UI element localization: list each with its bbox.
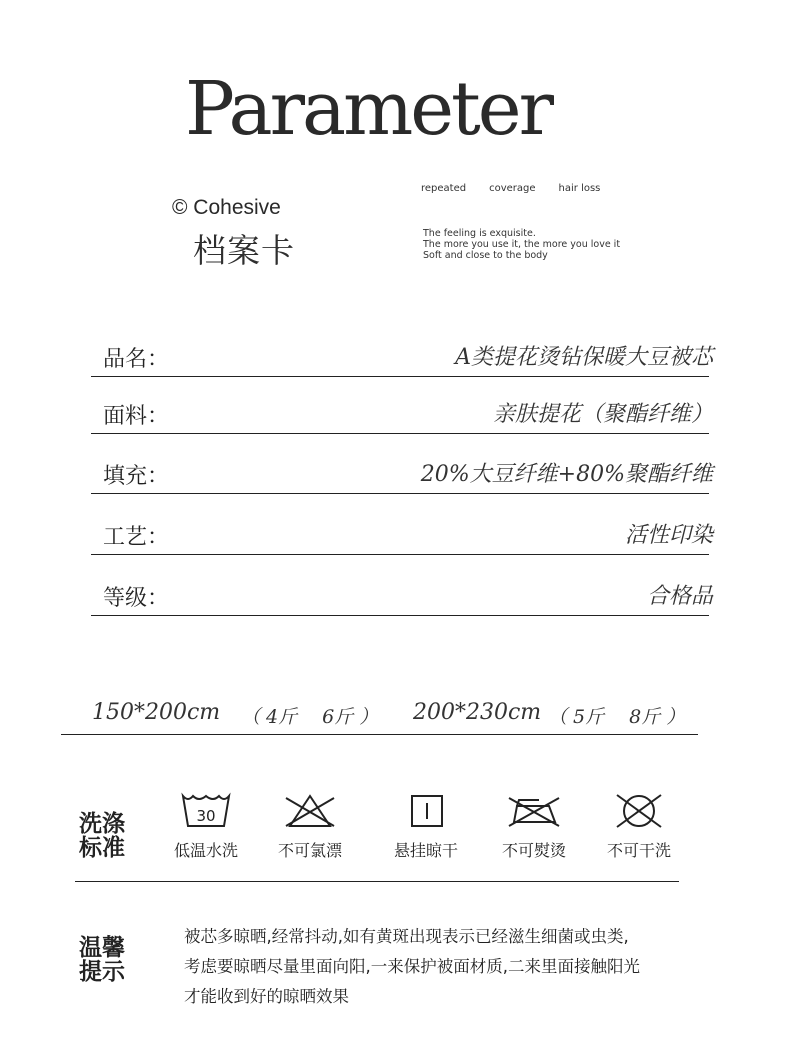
tips-text bbox=[184, 922, 640, 1012]
param-row-name bbox=[91, 336, 713, 377]
wash-30-icon bbox=[180, 792, 232, 830]
care-item-no-bleach bbox=[265, 792, 355, 861]
care-item-no-dry-clean bbox=[594, 792, 684, 861]
slogan-line: The feeling is exquisite. bbox=[423, 228, 536, 239]
size-weights: （ 5斤 8斤 ） bbox=[548, 706, 686, 728]
brand-logo-text: © Cohesive bbox=[172, 196, 281, 219]
care-item-no-iron bbox=[489, 792, 579, 861]
param-row-process bbox=[91, 514, 713, 555]
tips-line: 被芯多晾晒,经常抖动,如有黄斑出现表示已经滋生细菌或虫类, bbox=[184, 927, 629, 946]
param-row-grade bbox=[91, 575, 713, 616]
no-dry-clean-icon bbox=[612, 792, 666, 830]
param-row-filling bbox=[91, 453, 713, 494]
page-title: Parameter bbox=[185, 66, 551, 152]
param-value: 合格品 bbox=[646, 584, 713, 609]
tips-heading-line: 温馨 bbox=[79, 935, 125, 961]
tips-line: 才能收到好的晾晒效果 bbox=[184, 987, 349, 1006]
tag-item: repeated bbox=[421, 183, 467, 194]
tips-heading bbox=[79, 936, 131, 984]
param-label: 面料： bbox=[103, 404, 170, 429]
hang-dry-icon bbox=[406, 792, 446, 830]
slogan-line: The more you use it, the more you love it bbox=[423, 239, 621, 250]
param-label: 品名： bbox=[103, 347, 170, 372]
tag-list bbox=[421, 183, 623, 194]
tag-item: coverage bbox=[489, 183, 536, 194]
slogan-line: Soft and close to the body bbox=[423, 250, 548, 261]
care-label: 低温水洗 bbox=[173, 841, 238, 860]
care-label: 不可干洗 bbox=[606, 841, 671, 860]
subtitle: 档案卡 bbox=[193, 231, 295, 270]
size-dimension: 200*230cm bbox=[413, 700, 542, 725]
wash-temp-label: 30 bbox=[196, 807, 216, 825]
slogan-text bbox=[423, 228, 620, 261]
care-label: 不可氯漂 bbox=[277, 841, 342, 860]
care-item-hang-dry bbox=[381, 792, 471, 861]
tips-heading-line: 提示 bbox=[79, 959, 125, 985]
param-value: 20%大豆纤维+80%聚酯纤维 bbox=[420, 462, 713, 487]
washing-heading bbox=[79, 812, 131, 860]
size-dimension: 150*200cm bbox=[92, 700, 221, 725]
section-divider bbox=[75, 881, 679, 882]
care-label: 不可熨烫 bbox=[501, 841, 566, 860]
tips-line: 考虑要晾晒尽量里面向阳,一来保护被面材质,二来里面接触阳光 bbox=[184, 957, 640, 976]
washing-heading-line: 洗涤 bbox=[79, 811, 125, 837]
no-bleach-icon bbox=[282, 792, 338, 830]
param-label: 工艺： bbox=[103, 525, 170, 550]
care-item-wash bbox=[161, 792, 251, 861]
param-label: 填充： bbox=[103, 464, 170, 489]
param-row-fabric bbox=[91, 393, 713, 434]
param-value: 活性印染 bbox=[624, 523, 713, 548]
washing-heading-line: 标准 bbox=[79, 835, 125, 861]
tag-item: hair loss bbox=[558, 183, 601, 194]
care-label: 悬挂晾干 bbox=[393, 841, 458, 860]
no-iron-icon bbox=[505, 792, 563, 830]
size-row bbox=[61, 700, 698, 735]
param-value: 亲肤提花（聚酯纤维） bbox=[492, 402, 713, 427]
size-weights: （ 4斤 6斤 ） bbox=[241, 706, 379, 728]
param-value: A类提花烫钻保暖大豆被芯 bbox=[455, 345, 713, 370]
param-label: 等级： bbox=[103, 586, 170, 611]
